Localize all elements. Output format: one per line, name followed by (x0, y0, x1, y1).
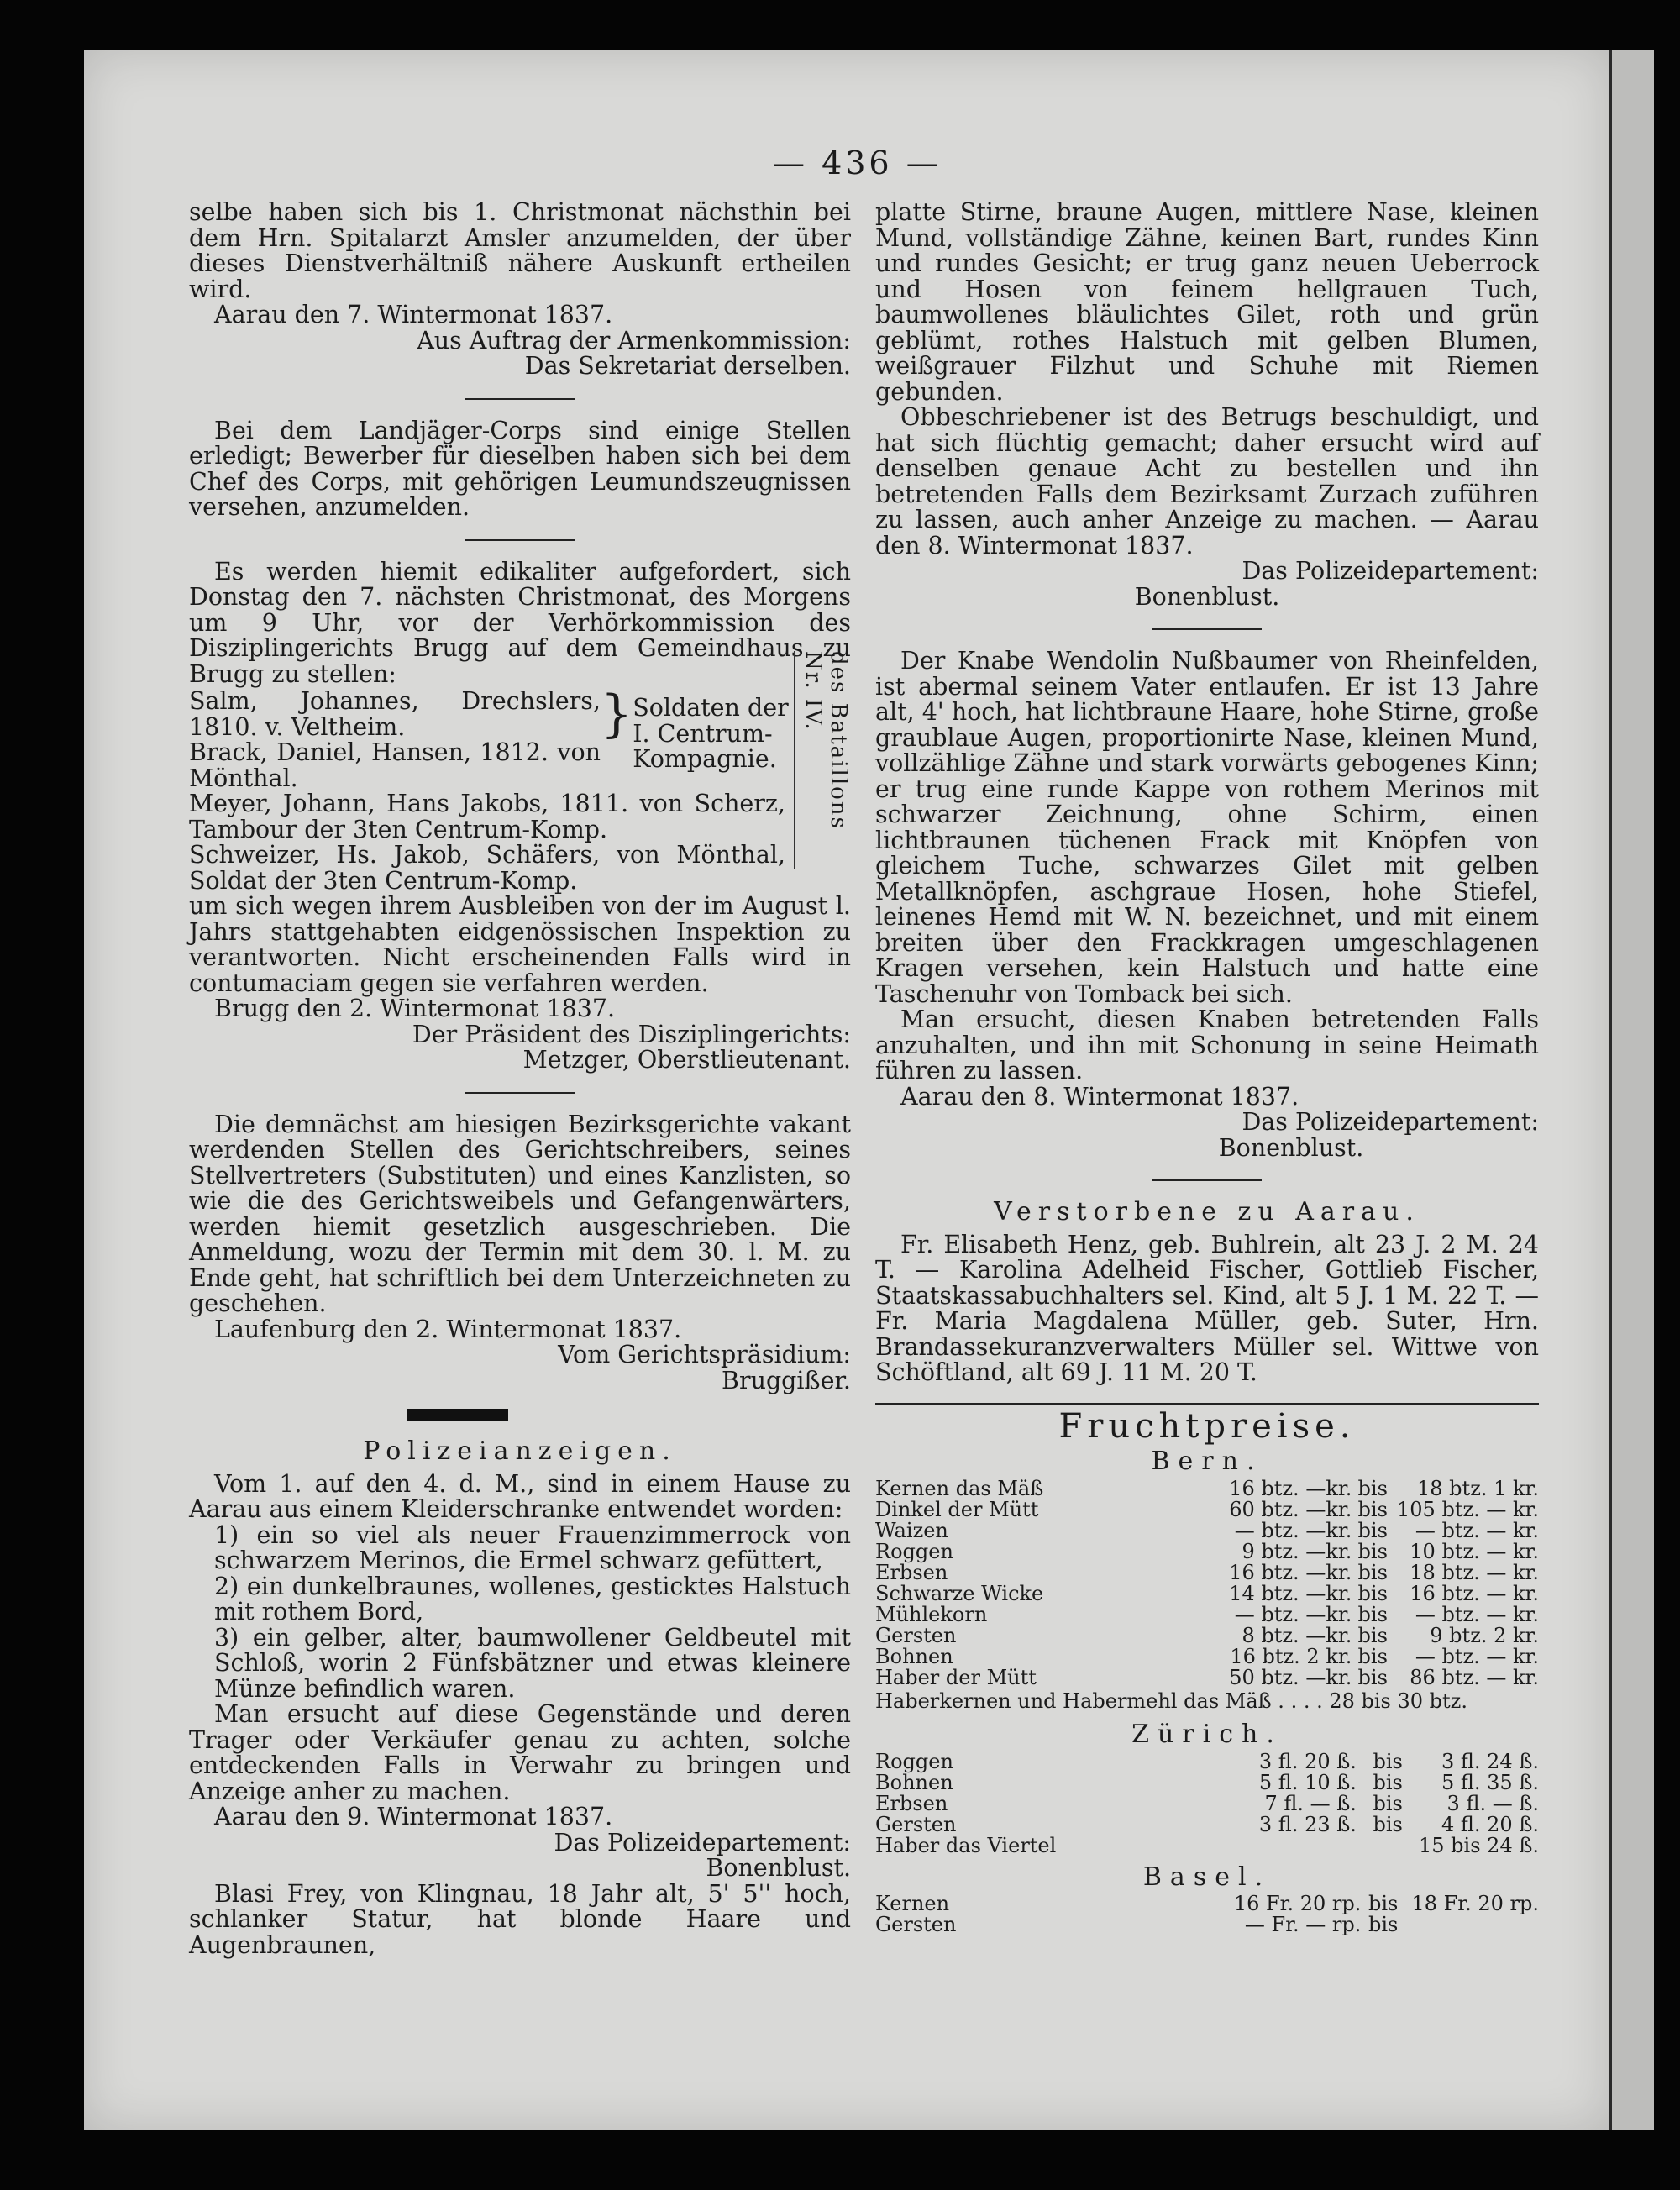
basel-table (875, 1893, 1539, 1935)
divider (465, 1092, 575, 1094)
price-high: 86 btz. — kr. (1410, 1665, 1539, 1689)
price-bis: bis (1373, 1770, 1403, 1794)
price-bis: bis (1373, 1791, 1403, 1815)
price-bis: bis (1357, 1623, 1388, 1647)
price-item: Schwarze Wicke (875, 1581, 1044, 1605)
notice-frey-cont: platte Stirne, braune Augen, mittlere Nase, kleinen Mund, vollständige Zähne, keinen Bart, rundes Kinn und rundes Gesicht; er trug ganz neuen Ueberrock und Hosen von feinem hellgrauen Tuch, baumwollenes bläulichtes Gilet, roth und grün geblümt, rothes Halstuch mit gelben Blumen, weißgrauer Filzhut und Schuhe mit Riemen gebunden. (875, 198, 1539, 406)
soldier-meyer: Meyer, Johann, Hans Jakobs, 1811. von Scherz, Tambour der 3ten Centrum-Komp. (189, 790, 785, 843)
price-high: 16 btz. — kr. (1410, 1581, 1539, 1605)
divider (465, 539, 575, 541)
price-low: 16 btz. —kr. (1229, 1560, 1352, 1584)
soldier-group (189, 685, 851, 792)
price-bis: bis (1357, 1560, 1388, 1584)
price-bis: bis (1357, 1518, 1388, 1542)
price-item: Haber der Mütt (875, 1665, 1037, 1689)
thick-divider (407, 1409, 508, 1421)
price-bis: bis (1357, 1497, 1388, 1521)
price-low: 7 fl. — ß. (1264, 1791, 1357, 1815)
price-bis: bis (1357, 1539, 1388, 1563)
table-row (875, 1667, 1539, 1688)
price-high: 10 btz. — kr. (1410, 1539, 1539, 1563)
zuerich-table (875, 1751, 1539, 1857)
price-item: Bohnen (875, 1644, 953, 1668)
page-number: — 436 — (773, 144, 942, 181)
table-row (875, 1836, 1539, 1857)
price-item: Gersten (875, 1623, 957, 1647)
table-row (875, 1625, 1539, 1646)
price-high: 18 btz. 1 kr. (1417, 1476, 1539, 1500)
table-row (875, 1478, 1539, 1499)
bern-table (875, 1478, 1539, 1688)
zuerich-heading: Zürich. (1131, 1720, 1283, 1749)
price-high: — btz. — kr. (1415, 1644, 1539, 1668)
soldier-schweizer: Schweizer, Hs. Jakob, Schäfers, von Mönthal, Soldat der 3ten Centrum-Komp. (189, 841, 785, 895)
soldier-salm: Salm, Johannes, Drechslers, 1810. v. Veltheim. (189, 687, 601, 741)
soldier-brack: Brack, Daniel, Hansen, 1812. von Mönthal. (189, 738, 601, 792)
notice-summons-cont: um sich wegen ihrem Ausbleiben von der im August l. Jahrs stattgehabten eidgenössischen Inspektion zu verantworten. Nicht erscheinenden Falls wird in contumaciam gegen sie verfahren werden. (189, 892, 851, 997)
price-item: Roggen (875, 1539, 953, 1563)
price-low: 9 btz. —kr. (1242, 1539, 1352, 1563)
next-page-edge (1609, 50, 1654, 2130)
price-bis: bis (1357, 1581, 1388, 1605)
table-row (875, 1751, 1539, 1772)
price-bis: bis (1368, 1913, 1399, 1936)
price-bis: bis (1373, 1812, 1403, 1836)
theft-item-3: 3) ein gelber, alter, baumwollener Geldbeutel mit Schloß, worin 2 Fünfsbätzner und etwas kleinere Münze befindlich waren. (214, 1623, 851, 1703)
price-low: 3 fl. 20 ß. (1258, 1749, 1357, 1773)
left-column (189, 200, 851, 1958)
table-row (875, 1646, 1539, 1667)
price-bis: bis (1368, 1892, 1399, 1915)
price-high: — btz. — kr. (1415, 1602, 1539, 1626)
basel-heading: Basel. (1142, 1862, 1272, 1892)
table-row (875, 1520, 1539, 1541)
table-row (875, 1583, 1539, 1604)
price-item: Kernen (875, 1892, 950, 1915)
notice-summons: Es werden hiemit edikaliter aufgefordert, sich Donstag den 7. nächsten Christmonat, des Morgens um 9 Uhr, vor der Verhörkommission des Disziplingerichts Brugg auf dem Gemeindhaus zu Brugg zu stellen: (189, 557, 851, 688)
notice-frey-cont2: Obbeschriebener ist des Betrugs beschuldigt, und hat sich flüchtig gemacht; daher ersucht wird auf denselben genaue Acht zu bestellen und ihn betretenden Falls dem Bezirksamt Zurzach zuführen zu lassen, auch anher Anzeige zu machen. — Aarau den 8. Wintermonat 1837. (875, 403, 1539, 559)
notice-knabe-cont: Man ersucht, diesen Knaben betretenden Falls anzuhalten, und ihn mit Schonung in seine Heimath führen zu lassen. (875, 1006, 1539, 1084)
table-row (875, 1814, 1539, 1836)
bern-heading: Bern. (1151, 1447, 1263, 1476)
price-bis: bis (1357, 1665, 1388, 1689)
price-low: 50 btz. —kr. (1229, 1665, 1352, 1689)
notice-spital-date: Aarau den 7. Wintermonat 1837. (214, 301, 613, 328)
notice-theft-sig1: Das Polizeidepartement: (554, 1828, 851, 1857)
divider (1152, 1179, 1262, 1181)
notice-theft-date: Aarau den 9. Wintermonat 1837. (214, 1803, 613, 1830)
notice-court-date: Laufenburg den 2. Wintermonat 1837. (214, 1315, 682, 1343)
bern-last-row: Haberkernen und Habermehl das Mäß . . . . 28 bis 30 btz. (875, 1688, 1467, 1713)
table-row (875, 1893, 1539, 1914)
notice-court-sig2: Bruggißer. (722, 1366, 851, 1394)
price-item: Kernen das Mäß (875, 1476, 1044, 1500)
price-high: 3 fl. — ß. (1446, 1791, 1539, 1815)
notice-theft-sig2: Bonenblust. (706, 1854, 851, 1882)
notice-summons-sig2: Metzger, Oberstlieutenant. (522, 1046, 851, 1074)
notice-frey-sig2: Bonenblust. (1134, 582, 1280, 611)
price-item: Gersten (875, 1913, 957, 1936)
price-bis: bis (1357, 1644, 1388, 1668)
table-row (875, 1772, 1539, 1793)
notice-spital-sig2: Das Sekretariat derselben. (524, 352, 851, 380)
notice-frey: Blasi Frey, von Klingnau, 18 Jahr alt, 5' 5'' hoch, schlanker Statur, hat blonde Haare und Augenbraunen, (189, 1879, 851, 1959)
price-low: 60 btz. —kr. (1229, 1497, 1352, 1521)
section-rule (875, 1403, 1539, 1405)
notice-frey-sig1: Das Polizeidepartement: (1242, 557, 1539, 585)
price-low: 14 btz. —kr. (1229, 1581, 1352, 1605)
price-low: 5 fl. 10 ß. (1258, 1770, 1357, 1794)
notice-court-sig1: Vom Gerichtspräsidium: (558, 1341, 851, 1368)
soldier-company: Soldaten der I. Centrum-Kompagnie. (633, 694, 789, 773)
price-bis: bis (1373, 1749, 1403, 1773)
price-item: Erbsen (875, 1560, 948, 1584)
polizei-heading: Polizeianzeigen. (363, 1436, 677, 1466)
theft-item-2: 2) ein dunkelbraunes, wollenes, gesticktes Halstuch mit rothem Bord, (214, 1572, 851, 1625)
table-row (875, 1914, 1539, 1935)
price-high: 5 fl. 35 ß. (1441, 1770, 1539, 1794)
price-low: — btz. —kr. (1234, 1602, 1352, 1626)
price-low: — btz. —kr. (1234, 1518, 1352, 1542)
battalion-label: des Bataillons Nr. IV. (794, 651, 851, 869)
divider (1152, 628, 1262, 630)
price-item: Erbsen (875, 1791, 948, 1815)
notice-spital-sig1: Aus Auftrag der Armenkommission: (417, 326, 851, 354)
price-high: 105 btz. — kr. (1397, 1497, 1539, 1521)
price-item: Mühlekorn (875, 1602, 988, 1626)
theft-item-1: 1) ein so viel als neuer Frauenzimmerrock von schwarzem Merinos, die Ermel schwarz gefüttert, (214, 1520, 851, 1574)
table-row (875, 1793, 1539, 1814)
price-range: 15 bis 24 ß. (1419, 1833, 1539, 1857)
notice-knabe-date: Aarau den 8. Wintermonat 1837. (900, 1082, 1299, 1111)
price-item: Gersten (875, 1812, 957, 1836)
price-high: 4 fl. 20 ß. (1441, 1812, 1539, 1836)
notice-landjaeger: Bei dem Landjäger-Corps sind einige Stellen erledigt; Bewerber für dieselben haben sich bei dem Chef des Corps, mit gehörigen Leumundszeugnissen versehen, anzumelden. (189, 416, 851, 521)
notice-knabe: Der Knabe Wendolin Nußbaumer von Rheinfelden, ist abermal seinem Vater entlaufen. Er ist 13 Jahre alt, 4' hoch, hat lichtbraune Haare, hohe Stirne, große graublaue Augen, proportionirte Nase, kleinen Mund, vollzählige Zähne und stark vorwärts gebogenes Kinn; er trug eine runde Kappe von rothem Merinos mit schwarzer Zeichnung, ohne Schirm, einen lichtbraunen tüchenen Frack mit Knöpfen von gleichem Tuche, schwarzes Gilet mit gelben Metallknöpfen, aschgraue Hosen, hohe Stiefel, leinenes Hemd mit W. N. bezeichnet, und mit einem breiten über den Frackkragen umgeschlagenen Kragen versehen, kein Halstuch und hatte eine Taschenuhr von Tomback bei sich. (875, 647, 1539, 1008)
price-item: Haber das Viertel (875, 1833, 1057, 1857)
table-row (875, 1562, 1539, 1583)
price-bis: bis (1357, 1476, 1388, 1500)
table-row (875, 1604, 1539, 1625)
price-low: — Fr. — rp. (1244, 1913, 1362, 1936)
price-item: Dinkel der Mütt (875, 1497, 1039, 1521)
table-row (875, 1541, 1539, 1562)
fruchtpreise-heading: Fruchtpreise. (1058, 1406, 1356, 1446)
price-item: Waizen (875, 1518, 948, 1542)
price-low: 8 btz. —kr. (1242, 1623, 1352, 1647)
price-high: 18 Fr. 20 rp. (1411, 1892, 1539, 1915)
price-high: — btz. — kr. (1415, 1518, 1539, 1542)
price-high: 18 btz. — kr. (1410, 1560, 1539, 1584)
verstorbene-heading: Verstorbene zu Aarau. (994, 1197, 1420, 1226)
brace-symbol: } (601, 685, 633, 743)
notice-theft: Vom 1. auf den 4. d. M., sind in einem Hause zu Aarau aus einem Kleiderschranke entwendet worden: (189, 1469, 851, 1523)
notice-knabe-sig1: Das Polizeidepartement: (1242, 1108, 1539, 1136)
right-column (875, 200, 1539, 1935)
notice-court: Die demnächst am hiesigen Bezirksgerichte vakant werdenden Stellen des Gerichtschreibers, seines Stellvertreters (Substituten) und eines Kanzlisten, so wie die des Gerichtsweibels und Gefangenwärters, werden hiemit gesetzlich ausgeschrieben. Die Anmeldung, wozu der Termin mit dem 30. l. M. zu Ende geht, hat schriftlich bei dem Unterzeichneten zu geschehen. (189, 1110, 851, 1317)
price-low: 16 btz. —kr. (1229, 1476, 1352, 1500)
notice-theft-cont: Man ersucht auf diese Gegenstände und deren Trager oder Verkäufer genau zu achten, solche entdeckenden Falls in Verwahr zu bringen und Anzeige anher zu machen. (189, 1700, 851, 1805)
notice-summons-date: Brugg den 2. Wintermonat 1837. (214, 995, 616, 1022)
price-bis: bis (1357, 1602, 1388, 1626)
price-high (1398, 1914, 1539, 1935)
price-low: 16 Fr. 20 rp. (1233, 1892, 1362, 1915)
verstorbene-list: Fr. Elisabeth Henz, geb. Buhlrein, alt 23 J. 2 M. 24 T. — Karolina Adelheid Fischer, Gottlieb Fischer, Staatskassabuchhalters sel. Kind, alt 5 J. 1 M. 22 T. — Fr. Maria Magdalena Müller, geb. Suter, Hrn. Brandassekuranzverwalters Müller sel. Wittwe von Schöftland, alt 69 J. 11 M. 20 T. (875, 1230, 1539, 1386)
price-high: 3 fl. 24 ß. (1441, 1749, 1539, 1773)
notice-spital: selbe haben sich bis 1. Christmonat nächsthin bei dem Hrn. Spitalarzt Amsler anzumelden, der über dieses Dienstverhältniß nähere Auskunft ertheilen wird. (189, 198, 851, 303)
price-low: 3 fl. 23 ß. (1258, 1812, 1357, 1836)
table-row (875, 1499, 1539, 1520)
price-low: 16 btz. 2 kr. (1230, 1644, 1352, 1668)
notice-summons-sig1: Der Präsident des Disziplingerichts: (412, 1020, 851, 1048)
price-high: 9 btz. 2 kr. (1430, 1623, 1539, 1647)
price-item: Roggen (875, 1749, 953, 1773)
divider (465, 398, 575, 400)
notice-knabe-sig2: Bonenblust. (1218, 1133, 1364, 1162)
price-item: Bohnen (875, 1770, 953, 1794)
